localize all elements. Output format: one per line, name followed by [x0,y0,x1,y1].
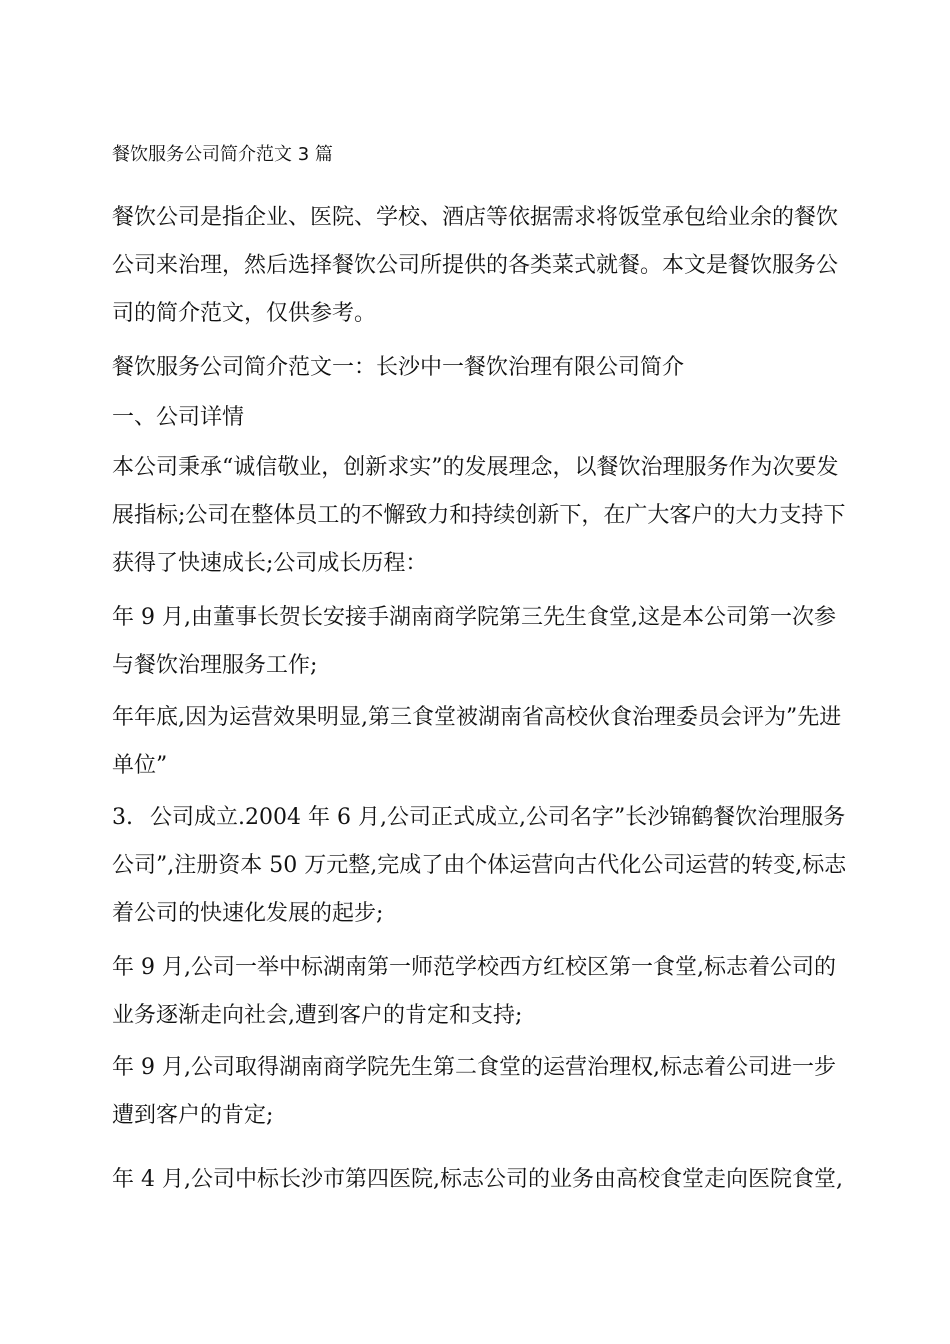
numbered-item-founding [112,794,847,938]
company-philosophy-paragraph: 本公司秉承“诚信敬业，创新求实”的发展理念，以餐饮治理服务作为次要发展指标;公司在整体员工的不懈致力和持续创新下，在广大客户的大力支持下获得了快速成长;公司成长历程： [112,455,846,576]
subsection-heading-company-details: 一、公司详情 [112,405,245,430]
history-paragraph-first-normal-school: 年 9 月,公司一举中标湖南第一师范学校西方红校区第一食堂,标志着公司的业务逐渐走向社会,遭到客户的肯定和支持; [112,955,836,1028]
section-heading-example-one: 餐饮服务公司简介范文一：长沙中一餐饮治理有限公司简介 [112,355,685,380]
document-title: 餐饮服务公司简介范文 3 篇 [112,144,333,165]
history-paragraph-hospital: 年 4 月,公司中标长沙市第四医院,标志公司的业务由高校食堂走向医院食堂, [112,1167,843,1192]
list-number: 3. [112,805,133,830]
intro-paragraph: 餐饮公司是指企业、医院、学校、酒店等依据需求将饭堂承包给业余的餐饮公司来治理，然后选择餐饮公司所提供的各类菜式就餐。本文是餐饮服务公司的简介范文，仅供参考。 [112,205,839,326]
history-paragraph-award: 年年底,因为运营效果明显,第三食堂被湖南省高校伙食治理委员会评为”先进单位” [112,705,842,778]
list-item-text: 公司成立.2004 年 6 月,公司正式成立,公司名字”长沙锦鹤餐饮治理服务公司”,注册资本 50 万元整,完成了由个体运营向古代化公司运营的转变,标志着公司的快速化发展的起步; [112,805,847,926]
history-paragraph-second-canteen: 年 9 月,公司取得湖南商学院先生第二食堂的运营治理权,标志着公司进一步遭到客户的肯定; [112,1055,836,1128]
history-paragraph-first-canteen: 年 9 月,由董事长贺长安接手湖南商学院第三先生食堂,这是本公司第一次参与餐饮治理服务工作; [112,605,836,678]
